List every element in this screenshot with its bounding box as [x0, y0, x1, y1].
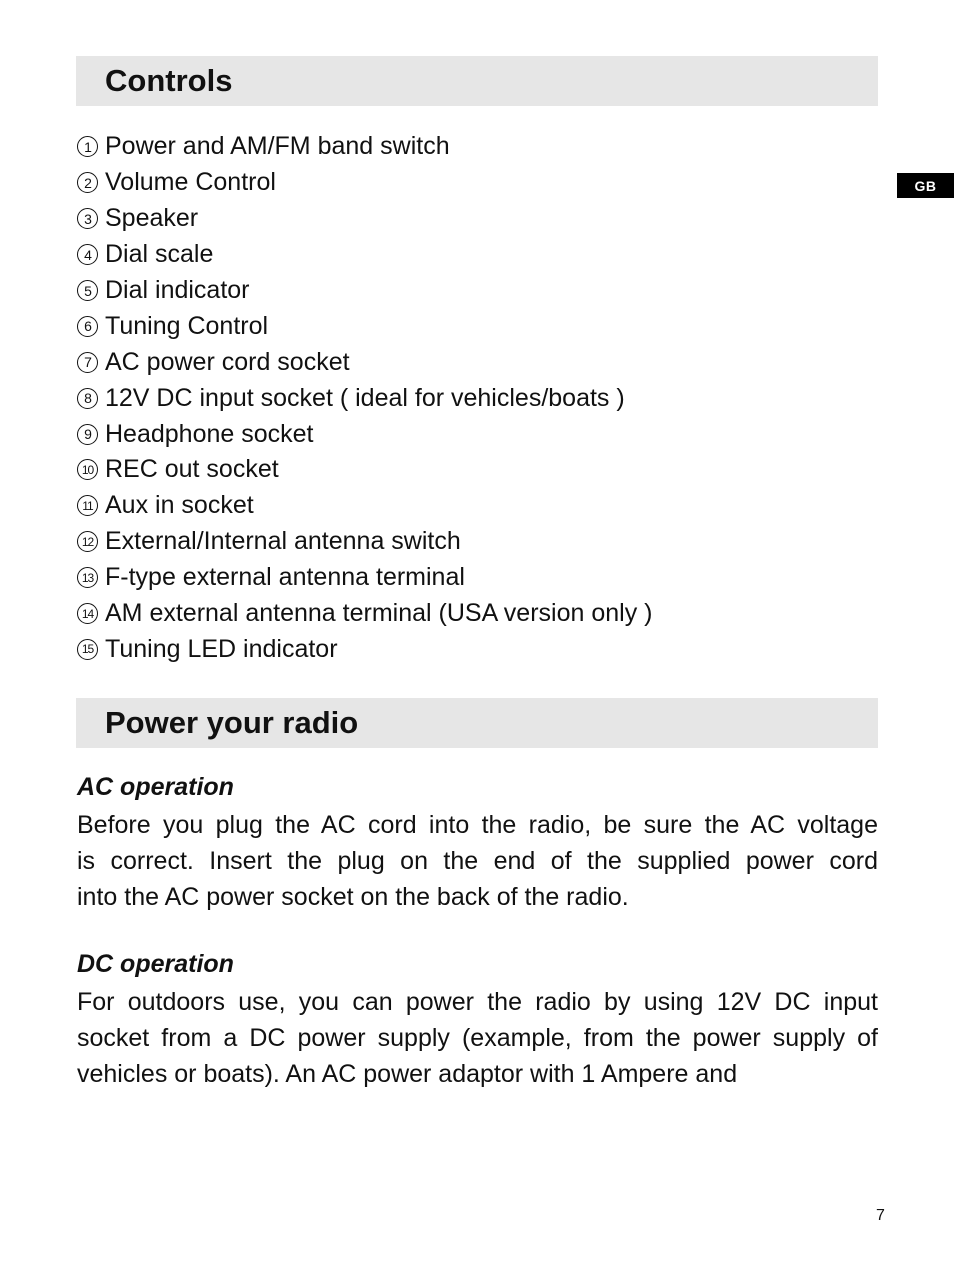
- paragraph-line: is correct. Insert the plug on the end of the supplied power cord: [77, 847, 878, 875]
- list-item: [76, 560, 652, 596]
- item-number: 1: [77, 136, 98, 157]
- dc-operation-heading: DC operation: [77, 950, 234, 978]
- item-label: Dial scale: [105, 240, 214, 269]
- list-item: [76, 631, 652, 667]
- item-label: Aux in socket: [105, 491, 254, 520]
- item-number: 12: [77, 531, 98, 552]
- item-label: AM external antenna terminal (USA version only ): [105, 599, 653, 628]
- item-label: REC out socket: [105, 455, 279, 484]
- list-item: [76, 524, 652, 560]
- ac-operation-heading: AC operation: [77, 773, 234, 801]
- list-item: [76, 488, 652, 524]
- item-number: 11: [77, 495, 98, 516]
- list-item: [76, 344, 652, 380]
- item-label: Power and AM/FM band switch: [105, 132, 450, 161]
- paragraph-line: into the AC power socket on the back of the radio.: [77, 883, 629, 911]
- list-item: [76, 165, 652, 201]
- paragraph-line: socket from a DC power supply (example, from the power supply of: [77, 1024, 878, 1052]
- item-number: 9: [77, 424, 98, 445]
- item-number: 7: [77, 352, 98, 373]
- item-label: AC power cord socket: [105, 347, 350, 376]
- language-tab: GB: [897, 173, 954, 198]
- item-number: 15: [77, 639, 98, 660]
- paragraph-line: Before you plug the AC cord into the radio, be sure the AC voltage: [77, 811, 878, 839]
- item-label: Headphone socket: [105, 419, 314, 448]
- item-label: F-type external antenna terminal: [105, 563, 465, 592]
- item-number: 3: [77, 208, 98, 229]
- ac-operation-text: [77, 807, 878, 915]
- item-label: Tuning LED indicator: [105, 634, 338, 663]
- list-item: [76, 129, 652, 165]
- list-item: [76, 452, 652, 488]
- list-item: [76, 273, 652, 309]
- power-title: Power your radio: [105, 705, 359, 740]
- item-number: 13: [77, 567, 98, 588]
- item-number: 4: [77, 244, 98, 265]
- item-number: 14: [77, 603, 98, 624]
- list-item: [76, 416, 652, 452]
- item-number: 10: [77, 459, 98, 480]
- page-number: 7: [876, 1207, 885, 1224]
- paragraph-line: vehicles or boats). An AC power adaptor with 1 Ampere and: [77, 1060, 738, 1088]
- item-number: 2: [77, 172, 98, 193]
- item-label: Volume Control: [105, 168, 276, 197]
- list-item: [76, 201, 652, 237]
- dc-operation-text: [77, 984, 878, 1092]
- controls-title: Controls: [105, 63, 233, 98]
- list-item: [76, 380, 652, 416]
- list-item: [76, 308, 652, 344]
- list-item: [76, 237, 652, 273]
- controls-section-header: [76, 56, 878, 106]
- power-section-header: [76, 698, 878, 748]
- item-number: 5: [77, 280, 98, 301]
- item-label: Dial indicator: [105, 276, 250, 304]
- item-number: 8: [77, 388, 98, 409]
- controls-list: [76, 129, 652, 667]
- list-item: [76, 596, 652, 632]
- item-label: Tuning Control: [105, 311, 269, 340]
- item-label: External/Internal antenna switch: [105, 527, 461, 556]
- item-label: 12V DC input socket ( ideal for vehicles/boats ): [105, 383, 625, 412]
- paragraph-line: For outdoors use, you can power the radio by using 12V DC input: [77, 988, 878, 1016]
- item-number: 6: [77, 316, 98, 337]
- item-label: Speaker: [105, 204, 199, 233]
